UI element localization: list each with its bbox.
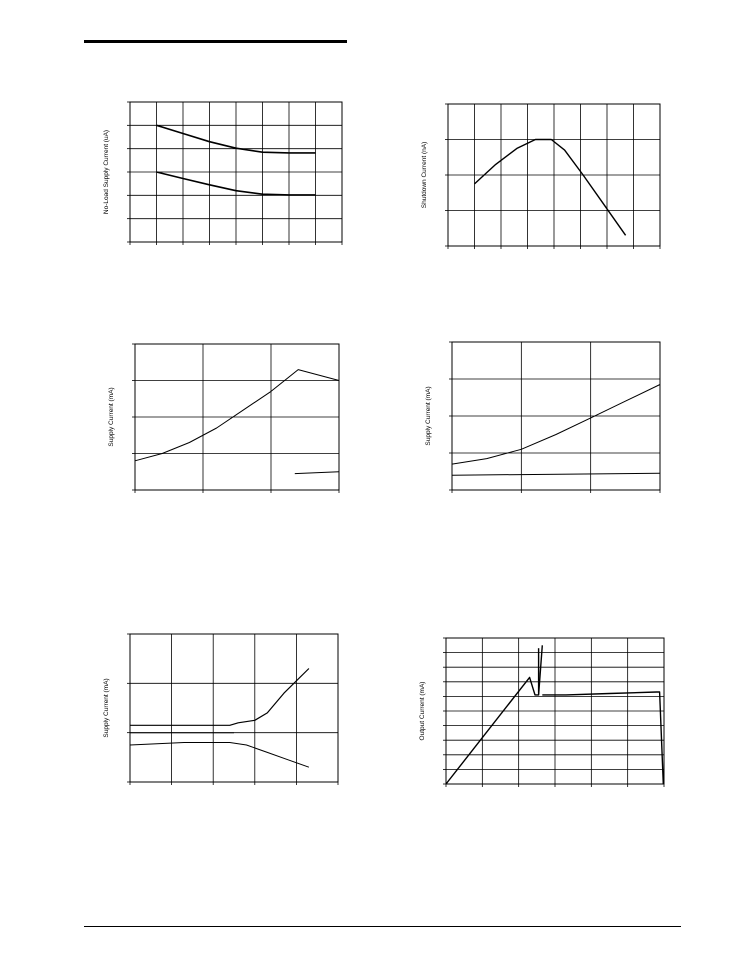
chart-svg [96,90,346,255]
series-line [130,669,309,726]
series-line [542,692,663,784]
chart-svg [90,620,345,790]
y-axis-label: Supply Current (mA) [103,678,110,738]
series-line [295,472,339,474]
chart-svg [90,330,345,500]
y-axis-label: No-Load Supply Current (uA) [103,129,110,215]
series-line [446,645,542,784]
y-axis-label: Supply Current (mA) [425,386,432,446]
y-axis-label: Output Current (mA) [419,681,426,741]
no-load-supply-current-chart [96,90,346,255]
y-axis-label: Supply Current (mA) [108,387,115,447]
output-current-chart [406,626,671,791]
series-line [130,743,309,768]
y-axis-label: Shutdown Current (nA) [421,141,428,209]
supply-current-chart-2 [408,330,668,500]
chart-svg [408,330,668,500]
footer-rule [84,926,681,927]
shutdown-current-chart [412,90,668,255]
chart-svg [406,626,671,791]
supply-current-chart-1 [90,330,345,500]
supply-current-chart-3 [90,620,345,790]
header-rule [84,40,347,43]
series-line [135,370,339,461]
series-line [452,385,660,465]
series-line [452,473,660,475]
series-line [475,140,626,236]
plot-frame [130,634,338,782]
chart-svg [412,90,668,255]
